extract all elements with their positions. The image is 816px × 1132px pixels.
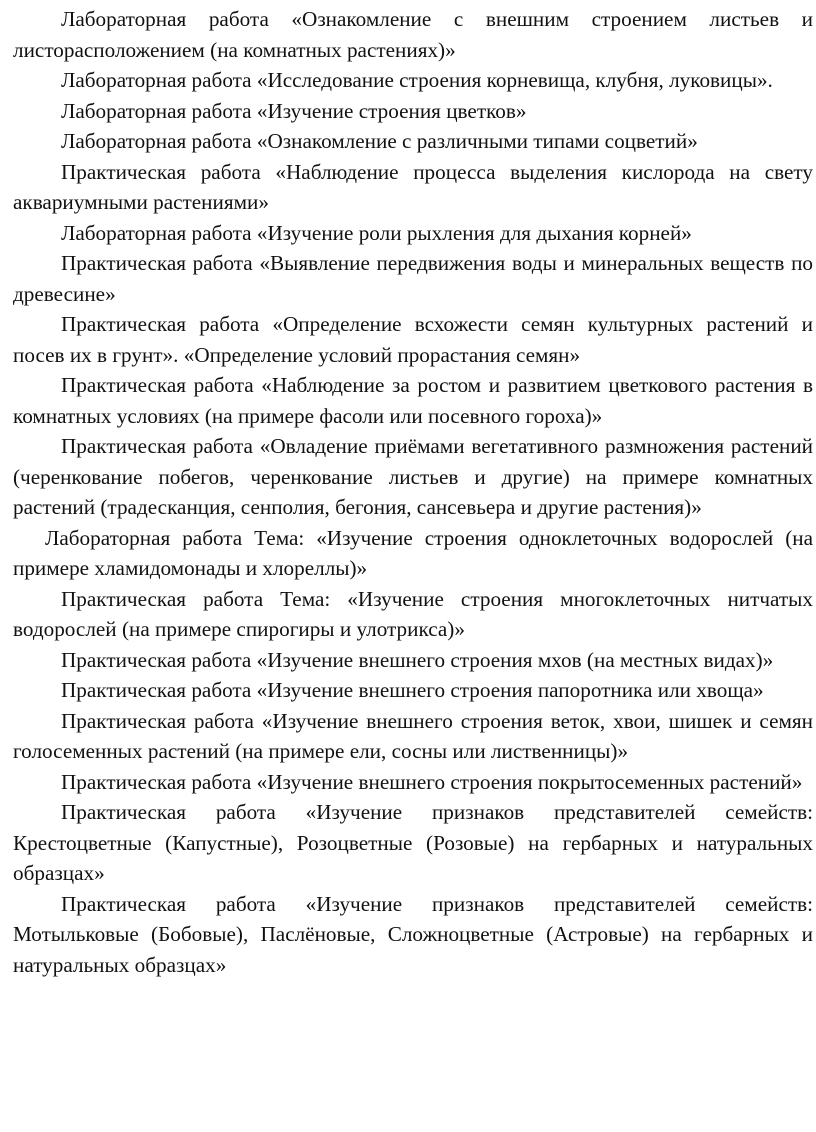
paragraph-16: Практическая работа «Изучение внешнего строения покрытосеменных растений» xyxy=(61,769,803,794)
paragraph-10: Практическая работа «Овладение приёмами вегетативного размножения растений (черенкование побегов, черенкование листьев и другие) на примере комнатных растений (традесканция, сенполия, бегония, сансевьера и другие растения)» xyxy=(13,434,813,519)
paragraph-7: Практическая работа «Выявление передвижения воды и минеральных веществ по древесине» xyxy=(13,251,813,306)
paragraph-14: Практическая работа «Изучение внешнего строения папоротника или хвоща» xyxy=(61,678,764,702)
paragraph-5: Практическая работа «Наблюдение процесса выделения кислорода на свету аквариумными растениями» xyxy=(13,159,813,214)
document-page xyxy=(13,4,813,980)
paragraph-12: Практическая работа Тема: «Изучение строения многоклеточных нитчатых водорослей (на примере спирогиры и улотрикса)» xyxy=(13,586,813,641)
paragraph-8: Практическая работа «Определение всхожести семян культурных растений и посев их в грунт». «Определение условий прорастания семян» xyxy=(13,312,813,367)
paragraph-18: Практическая работа «Изучение признаков представителей семейств: Мотыльковые (Бобовые), Паслёновые, Сложноцветные (Астровые) на гербарных и натуральных образцах» xyxy=(13,891,813,977)
paragraph-4: Лабораторная работа «Ознакомление с различными типами соцветий» xyxy=(61,129,698,153)
paragraph-9: Практическая работа «Наблюдение за ростом и развитием цветкового растения в комнатных условиях (на примере фасоли или посевного гороха)» xyxy=(13,373,813,428)
paragraph-2: Лабораторная работа «Исследование строения корневища, клубня, луковицы». xyxy=(61,68,773,92)
paragraph-3: Лабораторная работа «Изучение строения цветков» xyxy=(61,98,527,123)
paragraph-13: Практическая работа «Изучение внешнего строения мхов (на местных видах)» xyxy=(61,647,774,672)
paragraph-6: Лабораторная работа «Изучение роли рыхления для дыхания корней» xyxy=(61,220,692,245)
paragraph-17: Практическая работа «Изучение признаков представителей семейств: Крестоцветные (Капустные), Розоцветные (Розовые) на гербарных и натуральных образцах» xyxy=(13,800,813,885)
paragraph-15: Практическая работа «Изучение внешнего строения веток, хвои, шишек и семян голосеменных растений (на примере ели, сосны или лиственницы)» xyxy=(13,708,813,763)
paragraph-1: Лабораторная работа «Ознакомление с внешним строением листьев и листорасположением (на комнатных растениях)» xyxy=(13,7,813,62)
paragraph-11: Лабораторная работа Тема: «Изучение строения одноклеточных водорослей (на примере хламидомонады и хлореллы)» xyxy=(13,525,813,580)
